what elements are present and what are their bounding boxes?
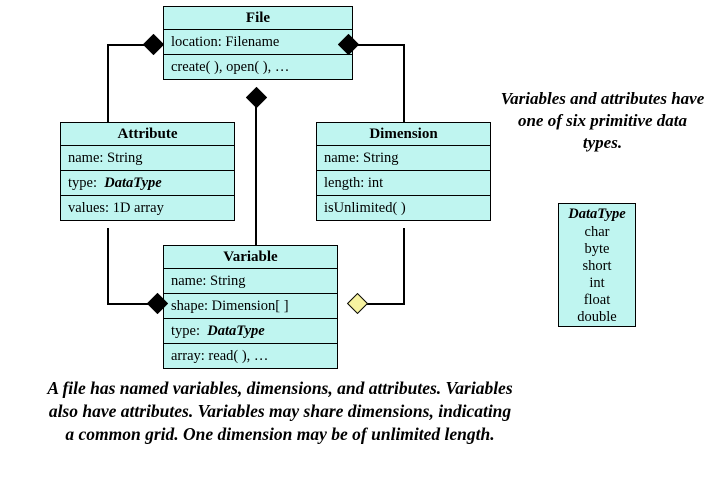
- uml-enumeration-datatype-item-1: byte: [584, 241, 610, 257]
- uml-class-file[interactable]: [163, 6, 353, 80]
- uml-class-dimension-attribute-1: length: int: [317, 170, 490, 195]
- uml-class-file-attribute-0: location: Filename: [171, 34, 280, 50]
- uml-class-file-title: File: [164, 7, 352, 30]
- uml-class-variable[interactable]: [163, 245, 338, 369]
- uml-enumeration-datatype-item-4: float: [583, 292, 611, 308]
- uml-class-attribute-title: Attribute: [61, 123, 234, 146]
- uml-enumeration-datatype-item-3: int: [589, 275, 605, 291]
- aggregation-diamond-variable-dimension: [347, 293, 368, 314]
- uml-class-attribute-attribute-2: values: 1D array: [61, 195, 234, 220]
- uml-class-attribute[interactable]: [60, 122, 235, 221]
- uml-class-dimension-title: Dimension: [317, 123, 490, 146]
- uml-enumeration-datatype-item-5: double: [577, 309, 617, 325]
- uml-enumeration-datatype[interactable]: [558, 203, 636, 327]
- composition-diamond-file-variable: [246, 87, 267, 108]
- note-right: Variables and attributes have one of six primitive data types.: [500, 89, 705, 152]
- uml-class-dimension-operation-0: isUnlimited( ): [317, 195, 490, 220]
- uml-class-variable-attribute-0: name: String: [171, 273, 246, 289]
- note-bottom: A file has named variables, dimensions, and attributes. Variables also have attributes. Variables may share dimensions, indicating a common grid. One dimension may be of unlimited length.: [47, 378, 513, 444]
- uml-class-dimension[interactable]: [316, 122, 491, 221]
- uml-enumeration-datatype-item-2: short: [582, 258, 612, 274]
- uml-enumeration-datatype-title: DataType: [568, 206, 626, 222]
- uml-class-variable-attribute-2: type: DataType: [164, 318, 337, 343]
- uml-enumeration-datatype-item-0: char: [584, 224, 610, 240]
- uml-class-attribute-type-value: DataType: [104, 175, 162, 191]
- uml-class-file-operation-0: create( ), open( ), …: [164, 54, 352, 79]
- composition-diamond-file-attribute: [143, 34, 164, 55]
- uml-class-variable-type-value: DataType: [207, 323, 265, 339]
- uml-class-attribute-attribute-0: name: String: [68, 150, 143, 166]
- uml-class-dimension-attribute-0: name: String: [324, 150, 399, 166]
- uml-class-attribute-attribute-1: type: DataType: [61, 170, 234, 195]
- uml-class-variable-attribute-1: shape: Dimension[ ]: [164, 293, 337, 318]
- uml-class-variable-operation-0: array: read( ), …: [164, 343, 337, 368]
- uml-class-variable-title: Variable: [164, 246, 337, 269]
